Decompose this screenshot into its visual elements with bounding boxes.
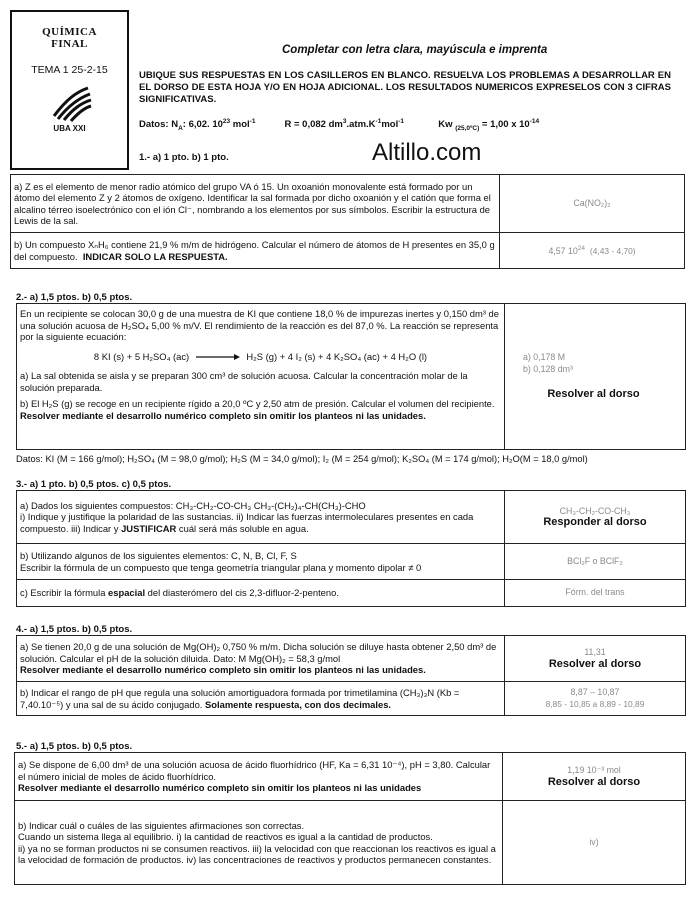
q1b-text: b) Un compuesto XₙH₆ contiene 21,9 % m/m de hidrógeno. Calcular el número de átomos de H presentes en 35,0 g del compuesto. INDICAR SOLO LA RESPUESTA. (11, 233, 500, 269)
q4-title: 4.- a) 1,5 ptos. b) 0,5 ptos. (16, 624, 133, 635)
q5b-text: b) Indicar cuál o cuáles de las siguientes afirmaciones son correctas. Cuando un sistema llega al equilibrio. i) la cantidad de reactivos es igual a la cantidad de productos. ii) ya no se forman productos ni se consumen reactivos. iii) la velocidad con que reaccionan los reactivos es igual a la velocidad de formación de productos. iv) las concentraciones de reactivos y productos permanecen constantes. (15, 801, 503, 885)
q3a-text: a) Dados los siguientes compuestos: CH₃-CH₂-CO-CH₃ CH₃-(CH₂)₄-CH(CH₃)-CHO i) Indique y justifique la polaridad de las sustancias. ii) Indicar las fuerzas intermoleculares presentes en cada compuesto. iii) Indicar y JUSTIFICAR cuál será más soluble en agua. (17, 491, 505, 544)
q5b-answer[interactable]: iv) (503, 801, 686, 885)
q1a-row (11, 175, 685, 233)
datos-constants: Datos: $N_A$: 6,02. $10^{23}$ mol$^{-1}$ R = 0,082 $dm^3.atm.K^{-1}mol^{-1}$ Kw $_{(25,0ºC)}$ = 1,00 x $10^{-14}$ (139, 118, 540, 133)
q2-equation: 8 KI (s) + 5 H₂SO₄ (ac) H₂S (g) + 4 I₂ (s) + 4 K₂SO₄ (ac) + 4 H₂O (l) (93, 350, 428, 362)
uba-label: UBA XXI (53, 124, 86, 133)
q3c-text: c) Escribir la fórmula espacial del diasterómero del cis 2,3-difluor-2-penteno. (17, 580, 505, 607)
q2-text: En un recipiente se colocan 30,0 g de una muestra de KI que contiene 18,0 % de impurezas inertes y 0,150 dm³ de una solución acuosa de H₂SO₄ 5,00 % m/V. El rendimiento de la reacción es del 87,0 %. La reacción se representa por la siguiente ecuación: 8 KI (s) + 5 H₂SO₄ (ac) H₂S (g) + 4 I₂ (s) + 4 K₂SO₄ (ac) + 4 H₂O (l) a) La sal obtenida se aisla y se preparan 300 cm³ de solución acuosa. Calcular la concentración molar de la solución preparada. b) El H₂S (g) se recoge en un recipiente rígido a 20,0 ºC y 2,50 atm de presión. Calcular el volumen del recipiente. Resolver mediante el desarrollo numérico completo sin omitir los planteos ni las unidades. (17, 304, 505, 450)
q5a-answer[interactable]: 1,19 10⁻³ mol Resolver al dorso (503, 753, 686, 801)
q1a-text: a) Z es el elemento de menor radio atómico del grupo VA ó 15. Un oxoanión monovalente está formado por un átomo del elemento Z y 2 átomos de oxígeno. Identificar la sal formada por dicho oxoanión y el catión que forma el alcalino térreo isoelectrónico con el ión Cl⁻, nombrando a los elementos por sus símbolos. Escribir la estructura de Lewis de la sal. (11, 175, 500, 233)
q1b-row (11, 233, 685, 269)
q1a-answer[interactable]: Ca(NO₂)₂ (500, 175, 685, 233)
logo-box (10, 10, 129, 170)
q3c-answer[interactable]: Fórm. del trans (505, 580, 686, 607)
q4a-answer[interactable]: 11,31 Resolver al dorso (505, 636, 686, 682)
q2-title: 2.- a) 1,5 ptos. b) 0,5 ptos. (16, 292, 133, 303)
q4b-text: b) Indicar el rango de pH que regula una solución amortiguadora formada por trimetilamina (CH₃)₃N (Kb = 7,40.10⁻⁵) y una sal de su ácido conjugado. Solamente respuesta, con dos decimales. (17, 682, 505, 716)
watermark: Altillo.com (372, 139, 482, 166)
q5-title: 5.- a) 1,5 ptos. b) 0,5 ptos. (16, 741, 133, 752)
q5a-text: a) Se dispone de 6,00 dm³ de una solución acuosa de ácido fluorhídrico (HF, Ka = 6,31 10⁻⁴), pH = 3,80. Calcular el número inicial de moles de ácido fluorhídrico. Resolver mediante el desarrollo numérico completo sin omitir los planteos ni las unidades (15, 753, 503, 801)
q4-table (16, 635, 686, 716)
q5-table (14, 752, 686, 885)
uba-logo-icon (48, 86, 92, 122)
q3-title: 3.- a) 1 pto. b) 0,5 ptos. c) 0,5 ptos. (16, 479, 172, 490)
q2-table (16, 303, 686, 450)
subtitle: Completar con letra clara, mayúscula e imprenta (282, 44, 548, 56)
q3-table (16, 490, 686, 607)
q3b-answer[interactable]: BCl₂F o BClF₂ (505, 544, 686, 580)
q1-title: 1.- a) 1 pto. b) 1 pto. (139, 152, 229, 163)
reaction-arrow-icon (196, 353, 240, 361)
q4b-answer[interactable]: 8,87 – 10,87 8,85 - 10,85 a 8,89 - 10,89 (505, 682, 686, 716)
q1b-answer[interactable]: 4,57 $10^{24}$ (4,43 - 4,70) (500, 233, 685, 269)
logo-subtitle: FINAL (51, 38, 88, 50)
tema-label: TEMA 1 25-2-15 (31, 64, 108, 76)
instructions: UBIQUE SUS RESPUESTAS EN LOS CASILLEROS EN BLANCO. RESUELVA LOS PROBLEMAS A DESARROLLAR EN EL DORSO DE ESTA HOJA Y/O EN HOJA ADICIONAL. LOS RESULTADOS NUMERICOS EXPRESELOS CON 3 CIFRAS SIGNIFICATIVAS. (139, 70, 671, 105)
q2-datos: Datos: KI (M = 166 g/mol); H₂SO₄ (M = 98,0 g/mol); H₂S (M = 34,0 g/mol); I₂ (M = 254 g/mol); K₂SO₄ (M = 174 g/mol); H₂O(M = 18,0 g/mol) (16, 454, 588, 464)
q4a-text: a) Se tienen 20,0 g de una solución de Mg(OH)₂ 0,750 % m/m. Dicha solución se diluye hasta obtener 2,50 dm³ de solución. Calcular el pH de la solución diluida. Dato: M Mg(OH)₂ = 58,3 g/mol Resolver mediante el desarrollo numérico completo sin omitir los planteos ni las unidades. (17, 636, 505, 682)
logo-title: QUÍMICA (42, 26, 97, 38)
q1-table (10, 174, 685, 269)
q3b-text: b) Utilizando algunos de los siguientes elementos: C, N, B, Cl, F, S Escribir la fórmula de un compuesto que tenga geometría triangular plana y momento dipolar ≠ 0 (17, 544, 505, 580)
q2-answer[interactable]: a) 0,178 M b) 0,128 dm³ Resolver al dorso (505, 304, 686, 450)
q3a-answer[interactable]: CH₃-CH₂-CO-CH₃ Responder al dorso (505, 491, 686, 544)
